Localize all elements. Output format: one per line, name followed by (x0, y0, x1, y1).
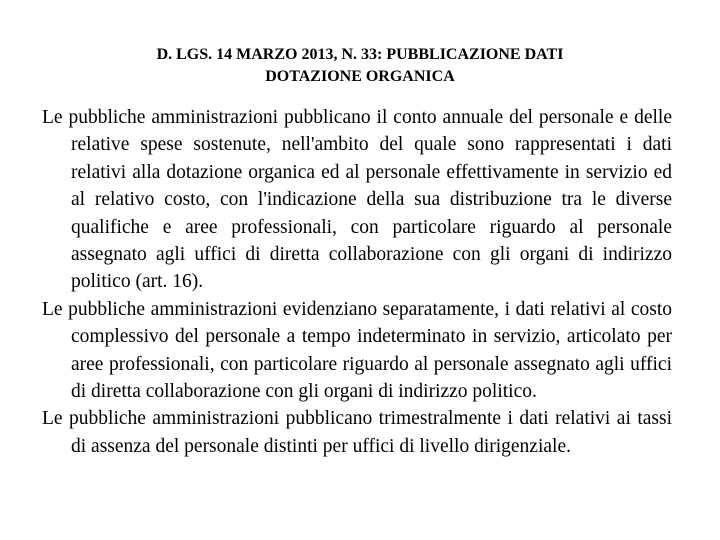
paragraph-tassi-assenza: Le pubbliche amministrazioni pubblicano trimestralmente i dati relativi ai tassi di assenza del personale distinti per uffici di livello dirigenziale. (42, 408, 672, 457)
paragraph-costo-personale: Le pubbliche amministrazioni evidenziano separatamente, i dati relativi al costo complessivo del personale a tempo indeterminato in servizio, articolato per aree professionali, con particolare riguardo al personale assegnato agli uffici di diretta collaborazione con gli organi di indirizzo politico. (42, 298, 672, 403)
paragraph-conto-annuale: Le pubbliche amministrazioni pubblicano il conto annuale del personale e delle relative spese sostenute, nell'ambito del quale sono rappresentati i dati relativi alla dotazione organica ed al personale effettivamente in servizio ed al relativo costo, con l'indicazione della sua distribuzione tra le diverse qualifiche e aree professionali, con particolare riguardo al personale assegnato agli uffici di diretta collaborazione con gli organi di indirizzo politico (art. 16). (42, 107, 672, 293)
body-text (42, 104, 672, 460)
page-title (60, 44, 660, 88)
title-line-2: DOTAZIONE ORGANICA (265, 68, 455, 85)
title-line-1: D. LGS. 14 MARZO 2013, N. 33: PUBBLICAZIONE DATI (156, 46, 564, 63)
